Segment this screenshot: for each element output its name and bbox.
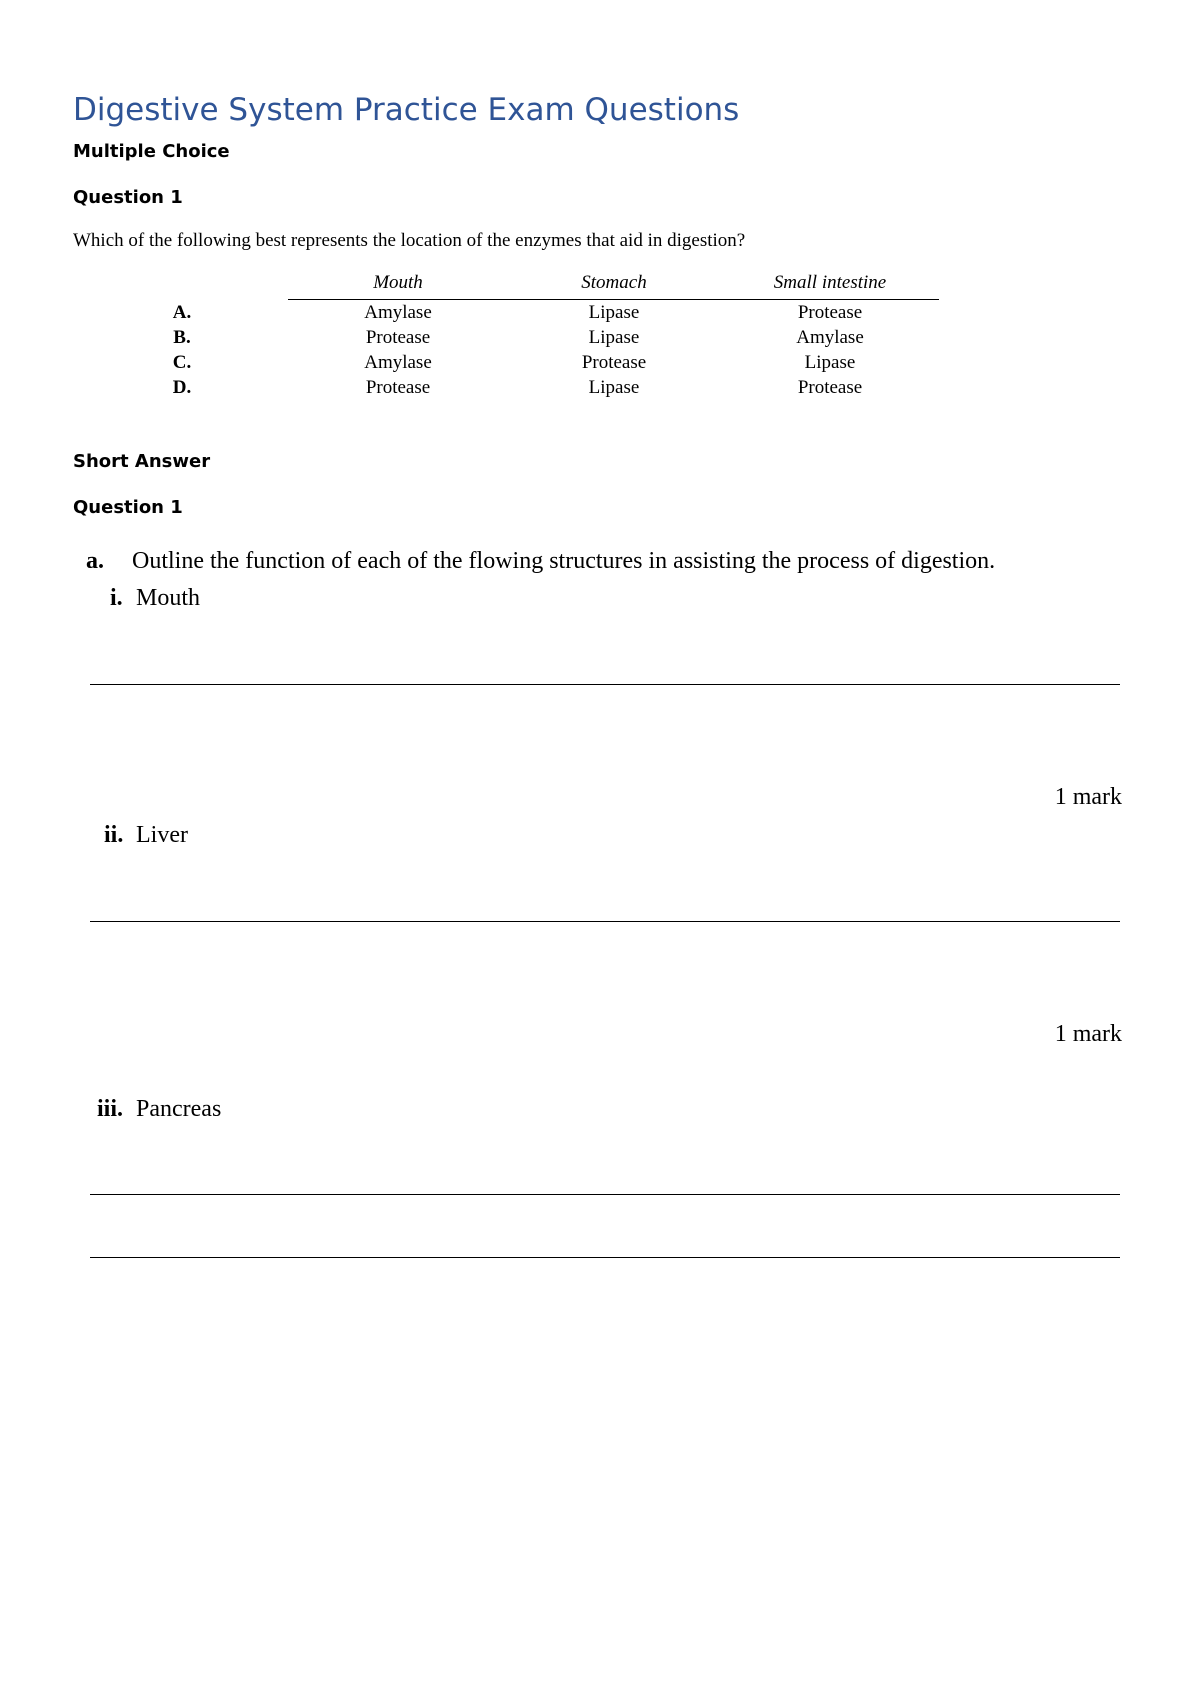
table-cell: Amylase: [796, 327, 864, 348]
option-label-b: B.: [173, 327, 191, 348]
sa-question-label: Question 1: [73, 497, 183, 518]
item-text-pancreas: Pancreas: [136, 1096, 222, 1122]
mc-question-text: Which of the following best represents the location of the enzymes that aid in digestion?: [73, 230, 746, 251]
answer-line-liver: [90, 921, 1120, 922]
table-cell: Amylase: [364, 352, 432, 373]
part-a-text: Outline the function of each of the flowing structures in assisting the process of digestion.: [132, 548, 996, 574]
item-label-ii: ii.: [104, 822, 124, 848]
option-label-d: D.: [172, 377, 192, 398]
mark-label-mouth: 1 mark: [1054, 784, 1122, 810]
table-header-rule: [288, 299, 939, 300]
item-label-iii: iii.: [97, 1096, 124, 1122]
table-cell: Amylase: [364, 302, 432, 323]
table-cell: Lipase: [804, 352, 856, 373]
table-header-stomach: Stomach: [581, 272, 647, 293]
table-cell: Lipase: [588, 377, 640, 398]
table-cell: Lipase: [588, 327, 640, 348]
table-header-small-intestine: Small intestine: [773, 272, 887, 293]
table-cell: Protease: [797, 377, 863, 398]
option-label-c: C.: [172, 352, 192, 373]
mc-question-label: Question 1: [73, 187, 183, 208]
table-cell: Protease: [365, 377, 431, 398]
page-title: Digestive System Practice Exam Questions: [73, 92, 740, 128]
item-text-liver: Liver: [136, 822, 188, 848]
item-text-mouth: Mouth: [136, 585, 201, 611]
answer-line-mouth: [90, 684, 1120, 685]
mark-label-liver: 1 mark: [1054, 1021, 1122, 1047]
table-header-mouth: Mouth: [373, 272, 423, 293]
short-answer-heading: Short Answer: [73, 451, 211, 472]
multiple-choice-heading: Multiple Choice: [73, 141, 230, 162]
table-cell: Protease: [797, 302, 863, 323]
option-label-a: A.: [172, 302, 192, 323]
item-label-i: i.: [110, 585, 123, 611]
answer-line-pancreas-2: [90, 1257, 1120, 1258]
table-cell: Protease: [365, 327, 431, 348]
answer-line-pancreas-1: [90, 1194, 1120, 1195]
part-a-label: a.: [86, 548, 104, 574]
table-cell: Lipase: [588, 302, 640, 323]
table-cell: Protease: [581, 352, 647, 373]
